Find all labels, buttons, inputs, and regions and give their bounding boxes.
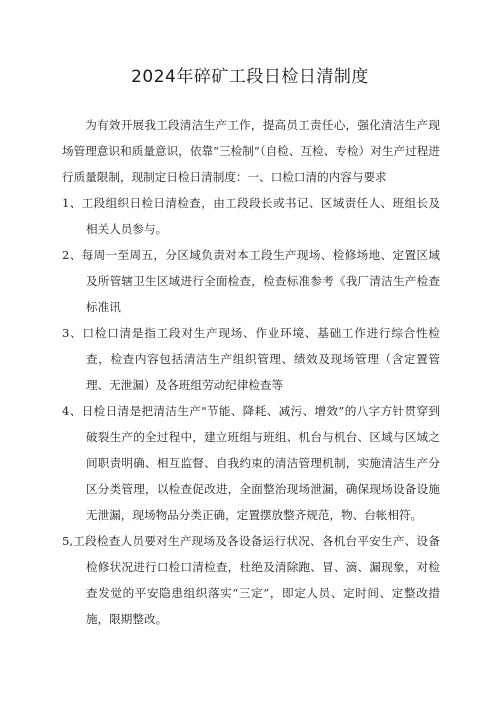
document-title: 2024年碎矿工段日检日清制度 [131,67,369,87]
list-item: 5,工段检查人员要对生产现场及各设备运行状况、各机台平安生产、设备检修状况进行口检口清检查，杜绝及清除跑、冒、滴、漏现象，对检查发觉的平安隐患组织落实“三定”，即定人员、定时间、定整改措施，限期整改。 [62,534,440,626]
list-item: 4、日检日清是把清洁生产"节能、降耗、减污、增效”的八字方针贯穿到破裂生产的全过程中，建立班组与班组、机台与机台、区域与区域之间职责明确、相互监督、自我约束的清洁管理机制，实施清洁生产分区分类管理，以检查促改进，全面整治现场泄漏，确保现场设备设施无泄漏，现场物品分类正确，定置摆放整齐规范，物、台帐相符。 [62,404,440,522]
list-item: 2、每周一至周五，分区域负责对本工段生产现场、检修场地、定置区域及所管辖卫生区域进行全面检查，检查标准参考《我厂清洁生产检查标准讯 [62,248,440,314]
list-item: 1、工段组织日检日清检查，由工段段长或书记、区域责任人、班组长及相关人员参与。 [62,196,440,236]
list-item: 3、口检口清是指工段对生产现场、作业环境、基础工作进行综合性检查，检查内容包括清洁生产组织管理、绩效及现场管理（含定置管理、无泄漏）及各班组劳动纪律检查等 [62,326,440,392]
document-body [62,112,440,632]
intro-paragraph: 为有效开展我工段清洁生产工作，提高员工责任心，强化清洁生产现场管理意识和质量意识，依靠“三检制”（自检、互检、专检）对生产过程进行质量限制，现制定日检日清制度：一、口检口清的内容与要求 [62,118,440,184]
